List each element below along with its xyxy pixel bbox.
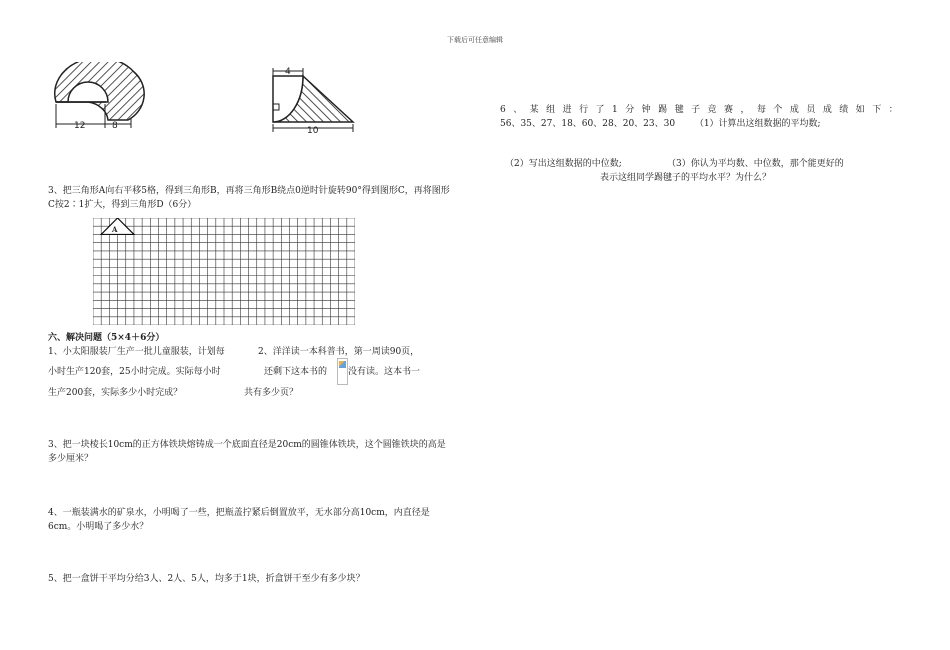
q6-sub1: （1）计算出这组数据的平均数; — [694, 119, 821, 129]
p2-line1: 2、洋洋读一本科普书，第一周读90页， — [258, 347, 420, 357]
p1-line3: 生产200套，实际多少小时完成？ — [48, 388, 183, 398]
p3-text: 3、把一块棱长10cm的正方体铁块熔铸成一个底面直径是20cm的圆锥体铁块，这个圆锥铁块的高是多少厘米？ — [48, 440, 446, 464]
q6-data: 56、35、27、18、60、28、20、23、30 — [500, 119, 676, 129]
q6-sub3b: 表示这组同学踢毽子的平均水平？为什么？ — [600, 173, 772, 183]
q6-line1: 6 、 某 组 进 行 了 1 分 钟 踢 毽 子 竞 赛 ， 每 个 成 员 成 绩 如 下 ： — [500, 105, 898, 115]
figure-right-dim-top: 4 — [285, 67, 291, 77]
p1-line1: 1、小太阳服装厂生产一批儿童服装，计划每 — [48, 347, 225, 357]
q6-sub3a: （3）你认为平均数、中位数，那个能更好的 — [667, 159, 844, 169]
p2-line3: 共有多少页？ — [244, 388, 299, 398]
p5-text: 5、把一盒饼干平均分给3人、2人、5人，均多于1块，折盒饼干至少有多少块？ — [48, 574, 365, 584]
fraction-image-icon — [337, 358, 348, 385]
p2-line2b: 没有读。这本书一 — [348, 367, 421, 377]
figure-left-dim-12: 12 — [74, 121, 86, 131]
p1-line2: 小时生产120套，25小时完成。实际每小时 — [48, 367, 221, 377]
q6-sub2: （2）写出这组数据的中位数; — [505, 159, 622, 169]
section-6-title: 六、解决问题（5×4＋6分） — [48, 333, 165, 343]
square-grid — [93, 218, 355, 325]
figure-right-dim-bottom: 10 — [307, 126, 319, 136]
p4-text: 4、一瓶装满水的矿泉水，小明喝了一些，把瓶盖拧紧后倒置放平，无水部分高10cm，内直径是6cm。小明喝了多少水？ — [48, 508, 430, 532]
q3-transform-text: 3、把三角形A向右平移5格，得到三角形B，再将三角形B绕点0逆时针旋转90°得到图形C，再将图形C按2∶1扩大，得到三角形D（6分） — [48, 186, 450, 210]
p2-line2: 还剩下这本书的 — [264, 367, 328, 377]
q6-block — [500, 103, 898, 131]
triangle-a-label: A — [112, 225, 118, 234]
page-header-note: 下载后可任意编辑 — [447, 36, 503, 44]
figure-trapezoid-shaded — [265, 64, 360, 136]
figure-semicircle-shaded — [48, 62, 148, 134]
figure-left-dim-8: 8 — [112, 121, 118, 131]
